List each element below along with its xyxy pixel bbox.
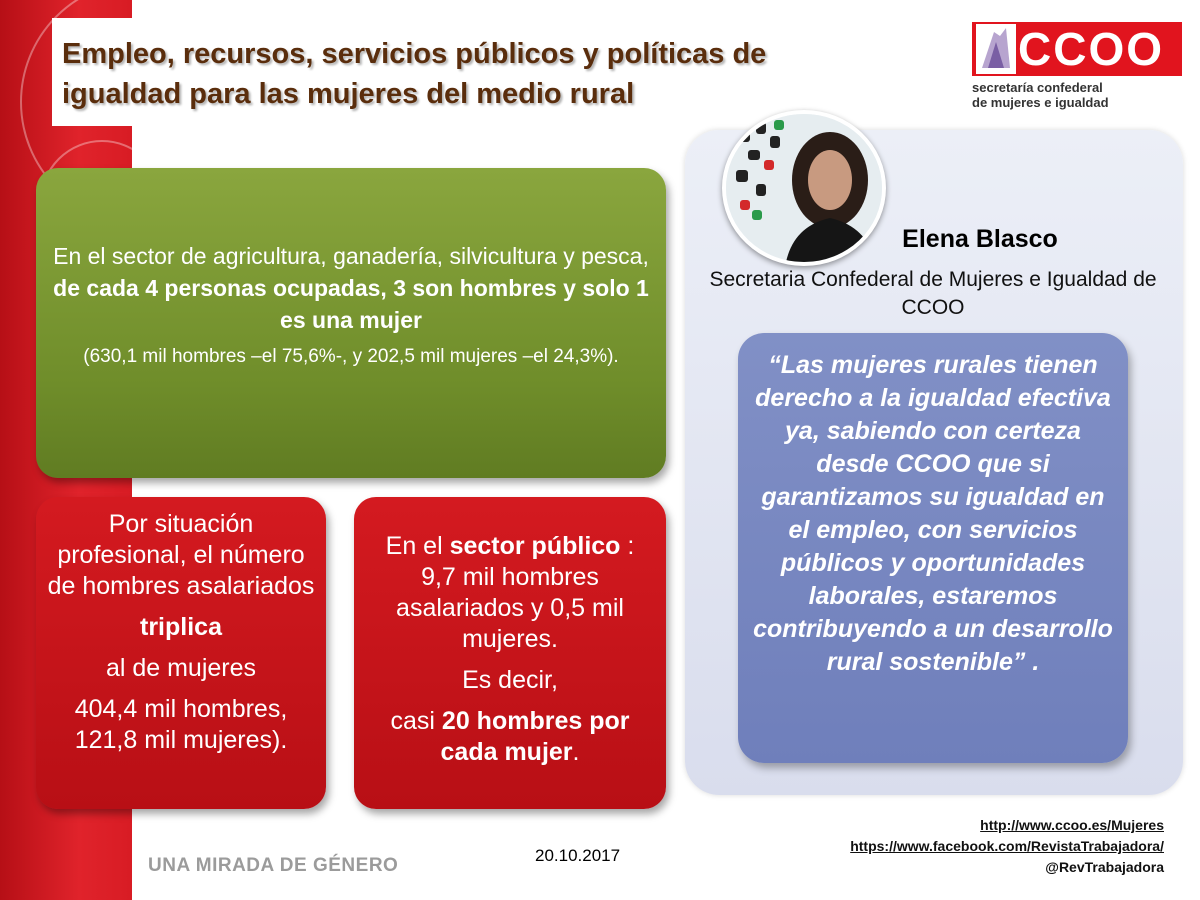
agriculture-stat-box	[36, 168, 666, 478]
person-name: Elena Blasco	[902, 225, 1058, 253]
logo-subtitle-line1: secretaría confederal	[972, 80, 1103, 95]
logo-flag-icon	[976, 24, 1016, 74]
public-sector-ratio-highlight: 20 hombres por cada mujer	[440, 707, 630, 766]
footer-brand: UNA MIRADA DE GÉNERO	[148, 855, 399, 876]
employment-status-figures: 404,4 mil hombres, 121,8 mil mujeres).	[74, 695, 288, 754]
employment-status-compare: al de mujeres	[105, 654, 257, 682]
public-sector-connector: Es decir,	[462, 666, 558, 694]
public-sector-ratio	[366, 706, 654, 768]
page-title: Empleo, recursos, servicios públicos y políticas de igualdad para las mujeres del medio rural	[62, 38, 767, 110]
quote-box	[738, 333, 1128, 763]
agriculture-stat-detail: (630,1 mil hombres –el 75,6%-, y 202,5 mil mujeres –el 24,3%).	[83, 346, 619, 367]
website-link[interactable]: http://www.ccoo.es/Mujeres	[980, 817, 1164, 833]
agriculture-stat-highlight: de cada 4 personas ocupadas, 3 son hombres y solo 1 es una mujer	[53, 275, 649, 333]
agriculture-stat-prefix: En el sector de agricultura, ganadería, silvicultura y pesca,	[53, 243, 649, 269]
employment-status-highlight: triplica	[140, 613, 222, 641]
portrait-illustration	[726, 114, 882, 262]
employment-status-box	[36, 497, 326, 809]
logo-badge	[972, 22, 1182, 76]
contact-links	[850, 815, 1164, 878]
quote-text: “Las mujeres rurales tienen derecho a la igualdad efectiva ya, sabiendo con certeza desde CCOO que si garantizamos su igualdad en el empleo, con servicios públicos y oportunidades laborales, estaremos contribuyendo a un desarrollo rural sostenible” .	[753, 351, 1113, 676]
public-sector-figures: 9,7 mil hombres asalariados y 0,5 mil mujeres.	[396, 563, 624, 653]
publication-date: 20.10.2017	[535, 846, 621, 865]
public-sector-box	[354, 497, 666, 809]
person-role: Secretaria Confederal de Mujeres e Igualdad de CCOO	[709, 268, 1157, 319]
agriculture-stat-text	[50, 240, 652, 336]
logo-subtitle	[972, 80, 1182, 110]
facebook-link[interactable]: https://www.facebook.com/RevistaTrabajadora/	[850, 838, 1164, 854]
public-sector-suffix: :	[620, 532, 635, 560]
employment-status-text: Por situación profesional, el número de hombres asalariados	[47, 510, 315, 600]
public-sector-heading	[366, 531, 654, 562]
twitter-handle: @RevTrabajadora	[1045, 859, 1164, 875]
logo-text: CCOO	[1018, 23, 1164, 75]
public-sector-ratio-suffix: .	[572, 738, 580, 766]
public-sector-highlight: sector público	[449, 532, 621, 560]
public-sector-ratio-prefix: casi	[390, 707, 442, 735]
logo-subtitle-line2: de mujeres e igualdad	[972, 95, 1109, 110]
public-sector-prefix: En el	[385, 532, 450, 560]
